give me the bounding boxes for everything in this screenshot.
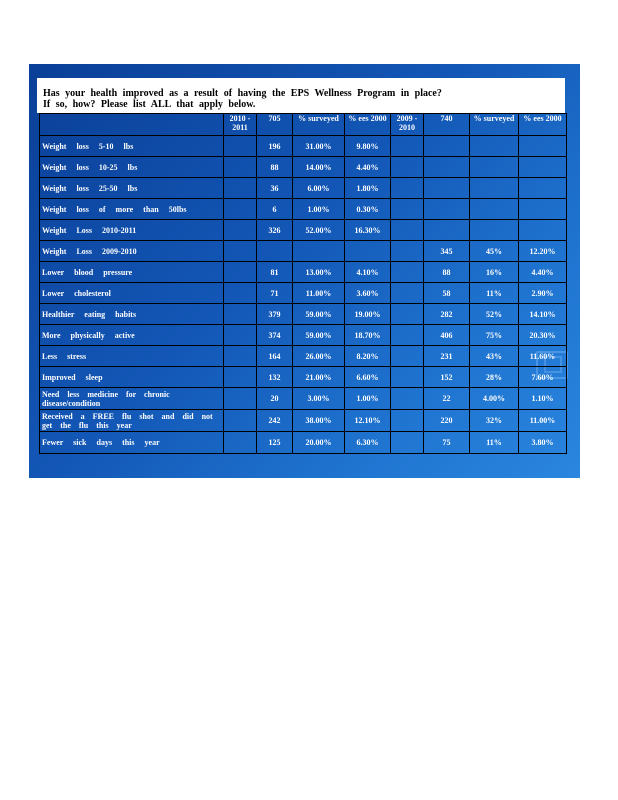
row-label: Need less medicine for chronic disease/condition <box>40 388 224 410</box>
cell-pct-surveyed-2009-2010: 45% <box>470 241 519 262</box>
cell-pct-surveyed-2010-2011: 59.00% <box>293 304 345 325</box>
cell-pct-surveyed-2010-2011: 20.00% <box>293 432 345 454</box>
cell-pct-ees-2009-2010 <box>519 178 567 199</box>
row-label: Weight loss 10-25 lbs <box>40 157 224 178</box>
cell-pct-surveyed-2009-2010 <box>470 157 519 178</box>
table-row <box>40 388 567 410</box>
year-spacer-cell <box>224 199 257 220</box>
cell-pct-surveyed-2010-2011: 11.00% <box>293 283 345 304</box>
year-spacer-cell <box>224 262 257 283</box>
year-spacer-cell <box>224 241 257 262</box>
cell-count-2009-2010: 152 <box>424 367 470 388</box>
cell-pct-surveyed-2009-2010: 16% <box>470 262 519 283</box>
cell-pct-surveyed-2010-2011: 38.00% <box>293 410 345 432</box>
year-spacer-cell <box>224 432 257 454</box>
cell-pct-ees-2010-2011: 4.40% <box>345 157 391 178</box>
header-label-cell <box>40 114 224 136</box>
cell-pct-ees-2009-2010: 7.60% <box>519 367 567 388</box>
year-spacer-cell <box>224 178 257 199</box>
table-row <box>40 367 567 388</box>
cell-count-2010-2011: 196 <box>257 136 293 157</box>
table-row <box>40 325 567 346</box>
cell-pct-surveyed-2009-2010 <box>470 136 519 157</box>
survey-question <box>37 78 565 113</box>
cell-pct-ees-2010-2011: 6.60% <box>345 367 391 388</box>
year-spacer-cell <box>391 325 424 346</box>
cell-pct-ees-2010-2011: 8.20% <box>345 346 391 367</box>
row-label: Weight loss of more than 50lbs <box>40 199 224 220</box>
cell-pct-ees-2009-2010: 14.10% <box>519 304 567 325</box>
row-label: Improved sleep <box>40 367 224 388</box>
cell-pct-ees-2010-2011: 12.10% <box>345 410 391 432</box>
cell-pct-surveyed-2010-2011: 26.00% <box>293 346 345 367</box>
year-spacer-cell <box>391 410 424 432</box>
year-spacer-cell <box>224 346 257 367</box>
cell-count-2010-2011: 326 <box>257 220 293 241</box>
cell-pct-surveyed-2009-2010 <box>470 199 519 220</box>
table-row <box>40 283 567 304</box>
cell-pct-surveyed-2009-2010: 11% <box>470 283 519 304</box>
year-spacer-cell <box>224 157 257 178</box>
row-label: Healthier eating habits <box>40 304 224 325</box>
year-spacer-cell <box>391 241 424 262</box>
cell-pct-surveyed-2010-2011 <box>293 241 345 262</box>
year-spacer-cell <box>391 220 424 241</box>
year-spacer-cell <box>391 157 424 178</box>
cell-pct-surveyed-2009-2010: 11% <box>470 432 519 454</box>
table-row <box>40 157 567 178</box>
table-row <box>40 199 567 220</box>
row-label: Fewer sick days this year <box>40 432 224 454</box>
cell-pct-surveyed-2010-2011: 59.00% <box>293 325 345 346</box>
cell-pct-ees-2009-2010 <box>519 136 567 157</box>
cell-count-2010-2011: 6 <box>257 199 293 220</box>
cell-count-2009-2010: 75 <box>424 432 470 454</box>
header-year-2010-2011: 2010 - 2011 <box>224 114 257 136</box>
cell-count-2009-2010 <box>424 199 470 220</box>
cell-count-2010-2011: 242 <box>257 410 293 432</box>
table-row <box>40 262 567 283</box>
table-row <box>40 346 567 367</box>
cell-pct-ees-2009-2010: 20.30% <box>519 325 567 346</box>
cell-pct-surveyed-2010-2011: 52.00% <box>293 220 345 241</box>
table-row <box>40 136 567 157</box>
cell-count-2009-2010: 22 <box>424 388 470 410</box>
cell-pct-ees-2010-2011: 1.00% <box>345 388 391 410</box>
cell-count-2009-2010: 88 <box>424 262 470 283</box>
cell-pct-ees-2010-2011: 3.60% <box>345 283 391 304</box>
question-line-1: Has your health improved as a result of having the EPS Wellness Program in place? <box>43 88 442 99</box>
cell-pct-ees-2009-2010: 1.10% <box>519 388 567 410</box>
cell-count-2010-2011: 20 <box>257 388 293 410</box>
cell-pct-surveyed-2009-2010: 4.00% <box>470 388 519 410</box>
table-row <box>40 178 567 199</box>
cell-count-2009-2010 <box>424 178 470 199</box>
cell-count-2010-2011: 132 <box>257 367 293 388</box>
cell-pct-surveyed-2009-2010: 43% <box>470 346 519 367</box>
cell-count-2009-2010: 406 <box>424 325 470 346</box>
cell-count-2010-2011: 374 <box>257 325 293 346</box>
year-spacer-cell <box>224 388 257 410</box>
row-label: Received a FREE flu shot and did not get the flu this year <box>40 410 224 432</box>
question-line-2: If so, how? Please list ALL that apply below. <box>43 99 256 110</box>
row-label: Weight Loss 2010-2011 <box>40 220 224 241</box>
row-label: Lower blood pressure <box>40 262 224 283</box>
cell-pct-ees-2010-2011 <box>345 241 391 262</box>
cell-pct-ees-2009-2010: 3.80% <box>519 432 567 454</box>
table-row <box>40 410 567 432</box>
cell-count-2010-2011 <box>257 241 293 262</box>
year-spacer-cell <box>391 136 424 157</box>
cell-count-2010-2011: 81 <box>257 262 293 283</box>
cell-pct-ees-2009-2010: 4.40% <box>519 262 567 283</box>
year-spacer-cell <box>391 346 424 367</box>
cell-pct-surveyed-2010-2011: 1.00% <box>293 199 345 220</box>
cell-count-2009-2010 <box>424 157 470 178</box>
cell-pct-surveyed-2010-2011: 21.00% <box>293 367 345 388</box>
header-count-740: 740 <box>424 114 470 136</box>
cell-count-2010-2011: 379 <box>257 304 293 325</box>
year-spacer-cell <box>391 199 424 220</box>
header-pct-surveyed-2: % surveyed <box>470 114 519 136</box>
cell-pct-surveyed-2010-2011: 31.00% <box>293 136 345 157</box>
cell-pct-surveyed-2009-2010 <box>470 178 519 199</box>
row-label: More physically active <box>40 325 224 346</box>
row-label: Weight loss 25-50 lbs <box>40 178 224 199</box>
year-spacer-cell <box>391 432 424 454</box>
year-spacer-cell <box>224 367 257 388</box>
cell-pct-ees-2010-2011: 9.80% <box>345 136 391 157</box>
cell-pct-surveyed-2010-2011: 3.00% <box>293 388 345 410</box>
cell-pct-ees-2010-2011: 1.80% <box>345 178 391 199</box>
header-year-2009-2010: 2009 - 2010 <box>391 114 424 136</box>
cell-pct-surveyed-2009-2010: 75% <box>470 325 519 346</box>
year-spacer-cell <box>224 283 257 304</box>
row-label: Less stress <box>40 346 224 367</box>
cell-pct-ees-2010-2011: 4.10% <box>345 262 391 283</box>
year-spacer-cell <box>224 325 257 346</box>
cell-count-2010-2011: 71 <box>257 283 293 304</box>
cell-pct-ees-2010-2011: 19.00% <box>345 304 391 325</box>
cell-pct-ees-2009-2010: 11.60% <box>519 346 567 367</box>
cell-pct-ees-2009-2010 <box>519 220 567 241</box>
cell-count-2009-2010: 58 <box>424 283 470 304</box>
row-label: Weight loss 5-10 lbs <box>40 136 224 157</box>
cell-pct-ees-2009-2010: 11.00% <box>519 410 567 432</box>
header-pct-surveyed-1: % surveyed <box>293 114 345 136</box>
cell-count-2009-2010 <box>424 220 470 241</box>
row-label: Lower cholesterol <box>40 283 224 304</box>
cell-pct-surveyed-2010-2011: 13.00% <box>293 262 345 283</box>
cell-pct-ees-2009-2010: 12.20% <box>519 241 567 262</box>
year-spacer-cell <box>224 220 257 241</box>
table-row <box>40 304 567 325</box>
cell-count-2009-2010: 345 <box>424 241 470 262</box>
cell-pct-ees-2010-2011: 0.30% <box>345 199 391 220</box>
year-spacer-cell <box>391 388 424 410</box>
header-count-705: 705 <box>257 114 293 136</box>
table-header-row <box>40 114 567 136</box>
cell-pct-surveyed-2009-2010 <box>470 220 519 241</box>
cell-count-2010-2011: 36 <box>257 178 293 199</box>
table-row <box>40 220 567 241</box>
cell-count-2009-2010: 231 <box>424 346 470 367</box>
year-spacer-cell <box>224 410 257 432</box>
cell-count-2010-2011: 125 <box>257 432 293 454</box>
table-row <box>40 432 567 454</box>
year-spacer-cell <box>391 283 424 304</box>
cell-pct-surveyed-2010-2011: 6.00% <box>293 178 345 199</box>
header-pct-ees-1: % ees 2000 <box>345 114 391 136</box>
cell-pct-ees-2009-2010: 2.90% <box>519 283 567 304</box>
year-spacer-cell <box>391 367 424 388</box>
header-pct-ees-2: % ees 2000 <box>519 114 567 136</box>
cell-pct-surveyed-2009-2010: 28% <box>470 367 519 388</box>
row-label: Weight Loss 2009-2010 <box>40 241 224 262</box>
cell-count-2009-2010: 220 <box>424 410 470 432</box>
cell-pct-ees-2009-2010 <box>519 199 567 220</box>
cell-count-2009-2010 <box>424 136 470 157</box>
table-row <box>40 241 567 262</box>
year-spacer-cell <box>391 262 424 283</box>
cell-count-2010-2011: 88 <box>257 157 293 178</box>
year-spacer-cell <box>391 178 424 199</box>
cell-count-2010-2011: 164 <box>257 346 293 367</box>
year-spacer-cell <box>224 304 257 325</box>
cell-pct-surveyed-2009-2010: 52% <box>470 304 519 325</box>
cell-pct-surveyed-2010-2011: 14.00% <box>293 157 345 178</box>
cell-pct-ees-2009-2010 <box>519 157 567 178</box>
cell-pct-ees-2010-2011: 6.30% <box>345 432 391 454</box>
cell-pct-ees-2010-2011: 18.70% <box>345 325 391 346</box>
results-table <box>39 113 567 454</box>
year-spacer-cell <box>391 304 424 325</box>
cell-count-2009-2010: 282 <box>424 304 470 325</box>
cell-pct-surveyed-2009-2010: 32% <box>470 410 519 432</box>
cell-pct-ees-2010-2011: 16.30% <box>345 220 391 241</box>
year-spacer-cell <box>224 136 257 157</box>
